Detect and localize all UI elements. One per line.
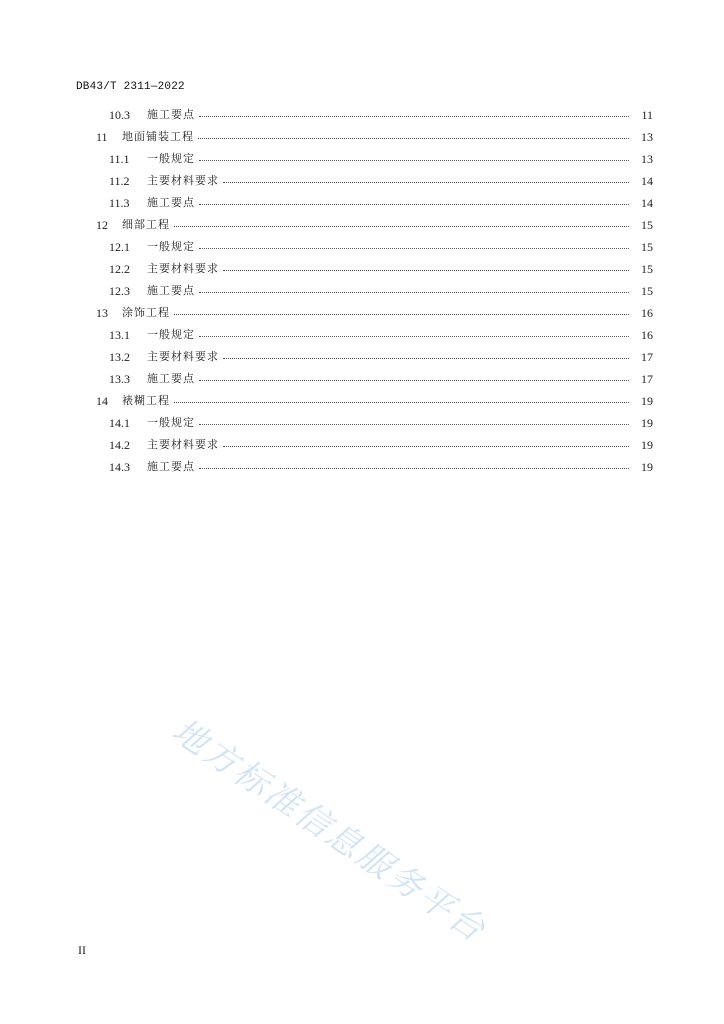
- toc-entry-title: 施工要点: [147, 284, 195, 297]
- toc-entry-title: 一般规定: [147, 152, 195, 165]
- toc-dot-leader: [174, 303, 629, 323]
- toc-section-entry[interactable]: [109, 171, 653, 191]
- toc-entry-page: 19: [641, 416, 653, 430]
- toc-entry-page: 15: [641, 240, 653, 254]
- toc-entry-number: 13.1: [109, 328, 130, 342]
- toc-entry-title: 一般规定: [147, 240, 195, 253]
- toc-section-entry[interactable]: [109, 325, 653, 345]
- page-number: II: [78, 943, 86, 957]
- toc-chapter-entry[interactable]: [96, 303, 653, 323]
- toc-entry-number: 12.3: [109, 284, 130, 298]
- toc-entry-title: 施工要点: [147, 460, 195, 473]
- toc-entry-page: 19: [641, 394, 653, 408]
- toc-dot-leader: [199, 105, 629, 125]
- toc-entry-number: 11.2: [109, 174, 130, 188]
- toc-entry-page: 13: [641, 152, 653, 166]
- toc-entry-number: 12.2: [109, 262, 130, 276]
- toc-entry-number: 13.2: [109, 350, 130, 364]
- toc-dot-leader: [198, 127, 629, 147]
- toc-entry-title: 裱糊工程: [122, 394, 170, 407]
- toc-entry-title: 细部工程: [122, 218, 170, 231]
- toc-entry-page: 14: [641, 174, 653, 188]
- toc-entry-title: 主要材料要求: [147, 262, 219, 275]
- toc-entry-page: 14: [641, 196, 653, 210]
- toc-chapter-entry[interactable]: [96, 215, 653, 235]
- toc-entry-title: 一般规定: [147, 416, 195, 429]
- toc-section-entry[interactable]: [109, 369, 653, 389]
- toc-chapter-entry[interactable]: [96, 127, 653, 147]
- toc-dot-leader: [223, 171, 629, 191]
- toc-entry-page: 16: [641, 328, 653, 342]
- toc-entry-title: 主要材料要求: [147, 350, 219, 363]
- toc-entry-number: 14.2: [109, 438, 130, 452]
- toc-section-entry[interactable]: [109, 237, 653, 257]
- toc-dot-leader: [199, 325, 629, 345]
- toc-entry-number: 11.1: [109, 152, 130, 166]
- toc-dot-leader: [174, 215, 629, 235]
- toc-dot-leader: [223, 259, 629, 279]
- toc-section-entry[interactable]: [109, 259, 653, 279]
- toc-section-entry[interactable]: [109, 149, 653, 169]
- toc-entry-title: 施工要点: [147, 196, 195, 209]
- toc-entry-number: 10.3: [109, 108, 130, 122]
- toc-entry-page: 19: [641, 438, 653, 452]
- toc-section-entry[interactable]: [109, 347, 653, 367]
- toc-entry-page: 17: [641, 350, 653, 364]
- toc-dot-leader: [199, 281, 629, 301]
- toc-dot-leader: [199, 457, 629, 477]
- toc-dot-leader: [199, 237, 629, 257]
- toc-entry-page: 15: [641, 262, 653, 276]
- toc-section-entry[interactable]: [109, 193, 653, 213]
- toc-entry-number: 11.3: [109, 196, 130, 210]
- toc-entry-title: 主要材料要求: [147, 174, 219, 187]
- toc-dot-leader: [199, 413, 629, 433]
- toc-dot-leader: [199, 149, 629, 169]
- toc-entry-number: 14.3: [109, 460, 130, 474]
- toc-entry-number: 11: [96, 130, 108, 144]
- document-code: DB43/T 2311—2022: [76, 81, 185, 93]
- toc-entry-page: 13: [641, 130, 653, 144]
- toc-dot-leader: [199, 193, 629, 213]
- toc-dot-leader: [199, 369, 629, 389]
- toc-entry-number: 13: [96, 306, 108, 320]
- toc-entry-title: 一般规定: [147, 328, 195, 341]
- toc-entry-number: 12.1: [109, 240, 130, 254]
- toc-section-entry[interactable]: [109, 457, 653, 477]
- toc-section-entry[interactable]: [109, 435, 653, 455]
- toc-entry-page: 15: [641, 218, 653, 232]
- toc-dot-leader: [223, 435, 629, 455]
- toc-entry-number: 12: [96, 218, 108, 232]
- toc-entry-page: 16: [641, 306, 653, 320]
- watermark: 地方标准信息服务平台: [164, 710, 494, 951]
- toc-entry-title: 施工要点: [147, 108, 195, 121]
- toc-entry-number: 14: [96, 394, 108, 408]
- toc-dot-leader: [174, 391, 629, 411]
- toc-chapter-entry[interactable]: [96, 391, 653, 411]
- toc-section-entry[interactable]: [109, 281, 653, 301]
- toc-entry-page: 19: [641, 460, 653, 474]
- toc-entry-page: 15: [641, 284, 653, 298]
- toc-entry-page: 17: [641, 372, 653, 386]
- toc-dot-leader: [223, 347, 629, 367]
- toc-entry-title: 施工要点: [147, 372, 195, 385]
- toc-entry-number: 14.1: [109, 416, 130, 430]
- toc-section-entry[interactable]: [109, 105, 653, 125]
- toc-entry-title: 涂饰工程: [122, 306, 170, 319]
- toc-entry-page: 11: [641, 108, 653, 122]
- toc-entry-title: 地面铺装工程: [122, 130, 194, 143]
- toc-section-entry[interactable]: [109, 413, 653, 433]
- toc-entry-number: 13.3: [109, 372, 130, 386]
- toc-entry-title: 主要材料要求: [147, 438, 219, 451]
